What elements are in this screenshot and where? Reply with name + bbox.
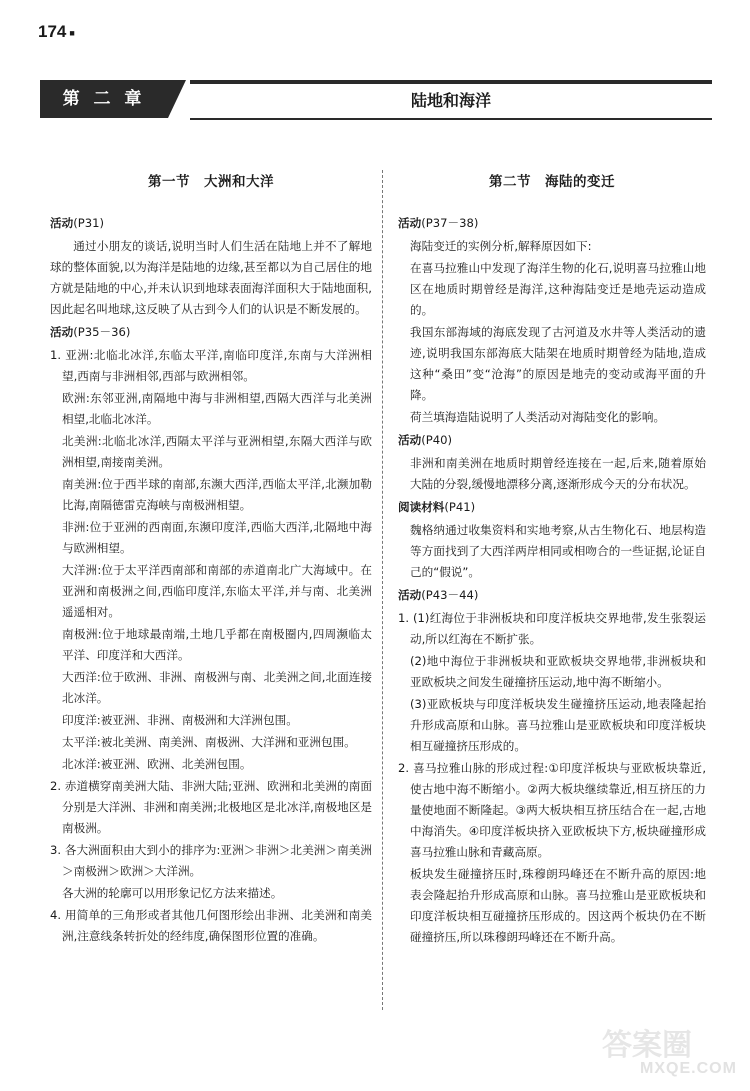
page-number: 174 ■ — [38, 22, 75, 41]
paragraph: 我国东部海域的海底发现了古河道及水井等人类活动的遗迹,说明我国东部海底大陆架在地质时期曾经为陆地,造成这种“桑田”变“沧海”的原因是地壳的变动或海平面的升降。 — [410, 325, 706, 402]
list-subitem: (3)亚欧板块与印度洋板块发生碰撞挤压运动,地表隆起抬升形成高原和山脉。喜马拉雅山是亚欧板块和印度洋板块相互碰撞挤压形成的。 — [410, 697, 706, 753]
list-subitem: 各大洲的轮廓可以用形象记忆方法来描述。 — [62, 886, 283, 900]
activity-heading: 活动(P37－38) — [398, 216, 479, 230]
activity-heading: 活动(P40) — [398, 433, 452, 447]
list-item: 1. (1)红海位于非洲板块和印度洋板块交界地带,发生张裂运动,所以红海在不断扩张。 — [398, 611, 706, 646]
section-title-2: 第二节 海陆的变迁 — [489, 174, 615, 190]
list-subitem: 大西洋:位于欧洲、非洲、南极洲与南、北美洲之间,北面连接北冰洋。 — [62, 670, 372, 705]
chapter-banner — [40, 80, 712, 120]
paragraph: 魏格纳通过收集资料和实地考察,从古生物化石、地层构造等方面找到了大西洋两岸相同或相吻合的一些证据,论证自己的“假说”。 — [410, 523, 706, 579]
activity-heading: 活动(P35－36) — [50, 325, 131, 339]
list-subitem: 南美洲:位于西半球的南部,东濒大西洋,西临太平洋,北濒加勒比海,南隔德雷克海峡与南极洲相望。 — [62, 477, 372, 512]
list-item: 4. 用简单的三角形或者其他几何图形绘出非洲、北美洲和南美洲,注意线条转折处的经纬度,确保图形位置的准确。 — [50, 908, 372, 943]
column-divider — [382, 170, 383, 1010]
watermark-logo — [600, 1020, 740, 1080]
chapter-rule-bottom — [190, 118, 712, 120]
list-item: 2. 赤道横穿南美洲大陆、非洲大陆;亚洲、欧洲和北美洲的南面分别是大洋洲、非洲和南美洲;北极地区是北冰洋,南极地区是南极洲。 — [50, 779, 372, 835]
list-subitem: 欧洲:东邻亚洲,南隔地中海与非洲相望,西隔大西洋与北美洲相望,北临北冰洋。 — [62, 391, 372, 426]
list-subitem: 板块发生碰撞挤压时,珠穆朗玛峰还在不断升高的原因:地表会隆起抬升形成高原和山脉。喜马拉雅山是亚欧板块和印度洋板块相互碰撞挤压形成的。因这两个板块仍在不断碰撞挤压,所以珠穆朗玛峰还在不断升高。 — [410, 867, 706, 944]
paragraph: 通过小朋友的谈话,说明当时人们生活在陆地上并不了解地球的整体面貌,以为海洋是陆地的边缘,甚至都以为自己居住的地方就是陆地的中心,并未认识到地球表面海洋面积大于陆地面积,因此起名叫地球,这反映了从古到今人们的认识是不断发展的。 — [50, 239, 372, 316]
list-item: 2. 喜马拉雅山脉的形成过程:①印度洋板块与亚欧板块靠近,使古地中海不断缩小。②两大板块继续靠近,相互挤压的力量使地面不断隆起。③两大板块相互挤压结合在一起,古地中海消失。④印度洋板块挤入亚欧板块下方,板块碰撞形成喜马拉雅山脉和青藏高原。 — [398, 761, 706, 859]
left-column — [50, 172, 372, 948]
list-item: 3. 各大洲面积由大到小的排序为:亚洲＞非洲＞北美洲＞南美洲＞南极洲＞欧洲＞大洋洲。 — [50, 843, 372, 878]
section-title-1: 第一节 大洲和大洋 — [148, 174, 274, 190]
paragraph: 在喜马拉雅山中发现了海洋生物的化石,说明喜马拉雅山地区在地质时期曾经是海洋,这种海陆变迁是地壳运动造成的。 — [410, 261, 706, 317]
list-subitem: (2)地中海位于非洲板块和亚欧板块交界地带,非洲板块和亚欧板块之间发生碰撞挤压运动,地中海不断缩小。 — [410, 654, 706, 689]
activity-heading: 活动(P43－44) — [398, 588, 479, 602]
list-subitem: 南极洲:位于地球最南端,土地几乎都在南极圈内,四周濒临太平洋、印度洋和大西洋。 — [62, 627, 372, 662]
activity-heading: 活动(P31) — [50, 216, 104, 230]
chapter-label: 第 二 章 — [40, 80, 168, 118]
watermark-text: 答案圈 — [602, 1028, 692, 1063]
list-subitem: 北冰洋:被亚洲、欧洲、北美洲包围。 — [62, 757, 252, 771]
right-column — [398, 172, 706, 949]
list-subitem: 大洋洲:位于太平洋西南部和南部的赤道南北广大海域中。在亚洲和南极洲之间,西临印度洋,东临太平洋,并与南、北美洲遥遥相对。 — [62, 563, 372, 619]
page-mark: ■ — [69, 27, 75, 38]
reading-heading: 阅读材料(P41) — [398, 500, 476, 514]
paragraph: 荷兰填海造陆说明了人类活动对海陆变化的影响。 — [410, 410, 666, 424]
list-subitem: 北美洲:北临北冰洋,西隔太平洋与亚洲相望,东隔大西洋与欧洲相望,南接南美洲。 — [62, 434, 372, 469]
chapter-title: 陆地和海洋 — [410, 91, 491, 110]
list-subitem: 非洲:位于亚洲的西南面,东濒印度洋,西临大西洋,北隔地中海与欧洲相望。 — [62, 520, 372, 555]
paragraph: 非洲和南美洲在地质时期曾经连接在一起,后来,随着原始大陆的分裂,缓慢地漂移分离,逐渐形成今天的分布状况。 — [410, 456, 706, 491]
list-item: 1. 亚洲:北临北冰洋,东临太平洋,南临印度洋,东南与大洋洲相望,西南与非洲相邻,西部与欧洲相邻。 — [50, 348, 372, 383]
paragraph: 海陆变迁的实例分析,解释原因如下: — [410, 239, 592, 253]
watermark-url: MXQE.COM — [640, 1060, 737, 1077]
list-subitem: 印度洋:被亚洲、非洲、南极洲和大洋洲包围。 — [62, 713, 298, 727]
chapter-rule-top — [190, 80, 712, 84]
list-subitem: 太平洋:被北美洲、南美洲、南极洲、大洋洲和亚洲包围。 — [62, 735, 356, 749]
